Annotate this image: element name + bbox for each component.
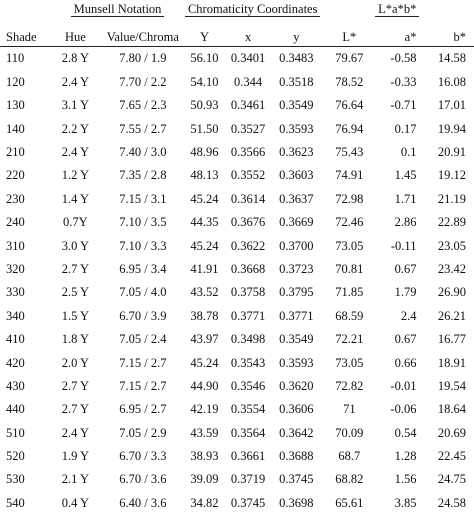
cell-a: -0.71 (390, 98, 417, 113)
cell-y: 0.3483 (272, 47, 320, 71)
cell-Y: 39.09 (190, 472, 219, 487)
cell-x: 0.3614 (230, 191, 266, 206)
cell-shade: 540 (6, 495, 25, 510)
cell-shade: 220 (6, 168, 25, 183)
cell-Y: 45.24 (190, 191, 219, 206)
cell-value-chroma: 7.05 / 2.4 (119, 332, 167, 347)
cell-b: 21.19 (437, 191, 466, 206)
cell-y: 0.3723 (279, 261, 314, 276)
cell-L: 74.91 (335, 168, 364, 183)
cell-y: 0.3745 (279, 472, 314, 487)
cell-value-chroma: 6.70 / 3.3 (119, 449, 167, 464)
cell-hue: 2.7 Y (61, 261, 90, 276)
cell-a: 0.1 (400, 145, 417, 159)
cell-a: 0.66 (394, 355, 417, 370)
cell-hue: 2.4 Y (61, 145, 90, 159)
cell-hue: 1.4 Y (61, 191, 90, 206)
table-row (0, 164, 474, 187)
cell-y: 0.3795 (279, 285, 314, 300)
table-row (0, 187, 474, 210)
cell-Y: 44.35 (190, 215, 219, 230)
table-row (0, 47, 474, 71)
table-row (0, 421, 474, 444)
cell-value-chroma: 7.15 / 2.7 (119, 355, 167, 370)
cell-x: 0.3676 (230, 215, 266, 230)
cell-shade: 320 (6, 261, 25, 276)
cell-y: 0.3606 (279, 402, 314, 417)
cell-y: 0.3603 (279, 168, 314, 183)
cell-hue: 2.2 Y (61, 121, 90, 136)
cell-L: 68.7 (338, 449, 361, 464)
cell-hue: 0.7Y (63, 215, 88, 230)
cell-value-chroma: 7.10 / 3.5 (119, 215, 167, 230)
cell-shade: 110 (0, 47, 50, 71)
cell-value-chroma: 7.15 / 3.1 (119, 191, 167, 206)
cell-hue: 2.1 Y (61, 472, 90, 487)
cell-b: 16.08 (437, 74, 466, 89)
cell-shade: 330 (6, 285, 25, 300)
col-header-Y: Y (199, 29, 209, 44)
cell-shade: 520 (6, 449, 25, 464)
cell-L: 76.94 (335, 121, 364, 136)
table-row (0, 468, 474, 491)
cell-L: 68.59 (335, 308, 364, 323)
cell-value-chroma: 7.55 / 2.7 (119, 121, 167, 136)
cell-x: 0.3668 (230, 261, 266, 276)
cell-hue: 3.0 Y (61, 238, 90, 253)
cell-value-chroma: 6.95 / 2.7 (119, 402, 167, 417)
cell-a: 0.54 (394, 425, 417, 440)
cell-value-chroma: 7.05 / 2.9 (119, 425, 167, 440)
cell-x: 0.3401 (224, 47, 272, 71)
table-body (0, 47, 474, 515)
cell-x: 0.3498 (230, 332, 266, 347)
table-row (0, 141, 474, 164)
cell-value-chroma: 7.05 / 4.0 (119, 285, 167, 300)
lab-group-header: L*a*b* (320, 0, 474, 19)
cell-value-chroma: 7.80 / 1.9 (101, 47, 185, 71)
cell-hue: 1.9 Y (61, 449, 90, 464)
cell-y: 0.3698 (279, 495, 314, 510)
cell-L: 71.85 (335, 285, 364, 300)
cell-a: 1.71 (394, 191, 417, 206)
cell-y: 0.3771 (279, 308, 314, 323)
cell-y: 0.3593 (279, 121, 314, 136)
cell-hue: 2.4 Y (61, 425, 90, 440)
cell-value-chroma: 7.70 / 2.2 (119, 74, 167, 89)
cell-shade: 210 (6, 145, 25, 159)
cell-a: 2.4 (400, 308, 417, 323)
cell-L: 78.52 (335, 74, 364, 89)
cell-y: 0.3623 (279, 145, 314, 159)
cell-Y: 44.90 (190, 378, 219, 393)
table-row (0, 304, 474, 327)
cell-L: 73.05 (335, 355, 364, 370)
cell-x: 0.3546 (230, 378, 266, 393)
cell-shade: 130 (6, 98, 25, 113)
cell-a: 1.56 (394, 472, 417, 487)
cell-shade: 240 (6, 215, 25, 230)
cell-y: 0.3669 (279, 215, 314, 230)
cell-shade: 120 (6, 74, 25, 89)
cell-value-chroma: 7.35 / 2.8 (119, 168, 167, 183)
table-row (0, 234, 474, 257)
table-row (0, 491, 474, 514)
table-row (0, 94, 474, 117)
cell-shade: 430 (6, 378, 25, 393)
cell-b: 18.91 (437, 355, 466, 370)
cell-hue: 2.7 Y (61, 402, 90, 417)
cell-a: 1.28 (394, 449, 417, 464)
cell-x: 0.344 (234, 74, 263, 89)
cell-Y: 42.19 (190, 402, 219, 417)
cell-Y: 56.10 (185, 47, 224, 71)
cell-b: 26.90 (437, 285, 466, 300)
cell-a: -0.33 (390, 74, 417, 89)
cell-x: 0.3745 (230, 495, 266, 510)
cell-Y: 43.97 (190, 332, 219, 347)
munsell-group-header: Munsell Notation (50, 0, 185, 19)
cell-a: 0.17 (394, 121, 417, 136)
cell-shade: 440 (6, 402, 25, 417)
cell-a: -0.58 (378, 47, 420, 71)
cell-y: 0.3593 (279, 355, 314, 370)
cell-b: 19.54 (437, 378, 466, 393)
cell-L: 72.82 (335, 378, 364, 393)
table-row (0, 398, 474, 421)
cell-value-chroma: 6.70 / 3.6 (119, 472, 167, 487)
cell-value-chroma: 7.10 / 3.3 (119, 238, 167, 253)
cell-L: 76.64 (335, 98, 364, 113)
cell-L: 71 (343, 402, 356, 417)
cell-L: 72.21 (335, 332, 364, 347)
cell-a: -0.01 (390, 378, 417, 393)
cell-Y: 38.93 (190, 449, 219, 464)
cell-a: 0.67 (394, 332, 417, 347)
cell-shade: 510 (6, 425, 25, 440)
cell-L: 72.46 (335, 215, 364, 230)
cell-b: 14.58 (420, 47, 474, 71)
cell-Y: 48.96 (190, 145, 219, 159)
cell-Y: 48.13 (190, 168, 219, 183)
cell-shade: 530 (6, 472, 25, 487)
cell-shade: 140 (6, 121, 25, 136)
col-header-shade: Shade (6, 29, 37, 44)
table-row (0, 258, 474, 281)
cell-x: 0.3554 (230, 402, 266, 417)
cell-y: 0.3700 (279, 238, 314, 253)
cell-x: 0.3552 (230, 168, 266, 183)
cell-b: 20.69 (437, 425, 466, 440)
table-row (0, 445, 474, 468)
cell-hue: 3.1 Y (61, 98, 90, 113)
cell-L: 68.82 (335, 472, 364, 487)
cell-x: 0.3564 (230, 425, 266, 440)
cell-a: -0.06 (390, 402, 417, 417)
cell-b: 19.12 (437, 168, 466, 183)
cell-value-chroma: 6.40 / 3.6 (119, 495, 167, 510)
cell-x: 0.3771 (230, 308, 266, 323)
cell-hue: 1.8 Y (61, 332, 90, 347)
cell-y: 0.3620 (279, 378, 314, 393)
cell-x: 0.3622 (230, 238, 266, 253)
cell-b: 23.05 (437, 238, 466, 253)
cell-Y: 43.59 (190, 425, 219, 440)
cell-Y: 43.52 (190, 285, 219, 300)
cell-b: 16.77 (437, 332, 466, 347)
cell-shade: 420 (6, 355, 25, 370)
cell-b: 20.91 (437, 145, 466, 159)
table-row (0, 374, 474, 397)
cell-y: 0.3518 (279, 74, 314, 89)
cell-a: 1.79 (394, 285, 417, 300)
cell-L: 70.09 (335, 425, 364, 440)
cell-value-chroma: 7.65 / 2.3 (119, 98, 167, 113)
cell-Y: 50.93 (190, 98, 219, 113)
cell-L: 70.81 (335, 261, 364, 276)
cell-value-chroma: 6.95 / 3.4 (119, 261, 167, 276)
cell-b: 22.45 (437, 449, 466, 464)
cell-L: 65.61 (335, 495, 364, 510)
cell-L: 72.98 (335, 191, 364, 206)
cell-b: 24.75 (437, 472, 466, 487)
cell-shade: 310 (6, 238, 25, 253)
table-row (0, 117, 474, 140)
cell-Y: 38.78 (190, 308, 219, 323)
cell-a: 0.67 (394, 261, 417, 276)
col-header-hue: Hue (64, 29, 86, 44)
cell-hue: 2.7 Y (61, 378, 90, 393)
cell-a: 1.45 (394, 168, 417, 183)
cell-b: 22.89 (437, 215, 466, 230)
cell-value-chroma: 7.15 / 2.7 (119, 378, 167, 393)
cell-hue: 2.4 Y (61, 74, 90, 89)
table-row (0, 281, 474, 304)
col-header-y: y (293, 29, 300, 44)
cell-b: 26.21 (437, 308, 466, 323)
cell-x: 0.3566 (230, 145, 266, 159)
cell-x: 0.3527 (230, 121, 266, 136)
cell-L: 75.43 (335, 145, 364, 159)
cell-hue: 2.5 Y (61, 285, 90, 300)
chromaticity-group-header: Chromaticity Coordinates (185, 0, 321, 19)
cell-hue: 1.5 Y (61, 308, 90, 323)
cell-b: 18.64 (437, 402, 466, 417)
cell-x: 0.3719 (230, 472, 266, 487)
cell-x: 0.3661 (230, 449, 266, 464)
col-header-b: b* (453, 29, 466, 44)
cell-y: 0.3688 (279, 449, 314, 464)
table-row (0, 70, 474, 93)
cell-Y: 45.24 (190, 238, 219, 253)
table-row (0, 351, 474, 374)
cell-Y: 54.10 (190, 74, 219, 89)
cell-hue: 2.8 Y (50, 47, 101, 71)
cell-value-chroma: 7.40 / 3.0 (119, 145, 167, 159)
table-row (0, 211, 474, 234)
group-header-row (0, 0, 474, 19)
cell-shade: 230 (6, 191, 25, 206)
cell-y: 0.3642 (279, 425, 314, 440)
cell-value-chroma: 6.70 / 3.9 (119, 308, 167, 323)
cell-hue: 0.4 Y (61, 495, 90, 510)
cell-x: 0.3461 (230, 98, 266, 113)
column-header-row (0, 19, 474, 47)
cell-shade: 340 (6, 308, 25, 323)
col-header-L: L* (342, 29, 357, 44)
cell-x: 0.3543 (230, 355, 266, 370)
table-row (0, 328, 474, 351)
cell-x: 0.3758 (230, 285, 266, 300)
cell-Y: 34.82 (190, 495, 219, 510)
cell-b: 19.94 (437, 121, 466, 136)
cell-a: 2.86 (394, 215, 417, 230)
cell-b: 17.01 (437, 98, 466, 113)
cell-y: 0.3549 (279, 332, 314, 347)
cell-y: 0.3637 (279, 191, 314, 206)
cell-shade: 410 (6, 332, 25, 347)
cell-Y: 51.50 (190, 121, 219, 136)
cell-b: 24.58 (437, 495, 466, 510)
col-header-a: a* (404, 29, 417, 44)
cell-y: 0.3549 (279, 98, 314, 113)
col-header-x: x (244, 29, 252, 44)
cell-L: 79.67 (320, 47, 378, 71)
cell-b: 23.42 (437, 261, 466, 276)
col-header-value-chroma: Value/Chroma (106, 29, 179, 44)
cell-Y: 45.24 (190, 355, 219, 370)
cell-a: -0.11 (390, 238, 417, 253)
cell-hue: 1.2 Y (61, 168, 90, 183)
cell-Y: 41.91 (190, 261, 219, 276)
cell-a: 3.85 (394, 495, 417, 510)
cell-L: 73.05 (335, 238, 364, 253)
cell-hue: 2.0 Y (61, 355, 90, 370)
